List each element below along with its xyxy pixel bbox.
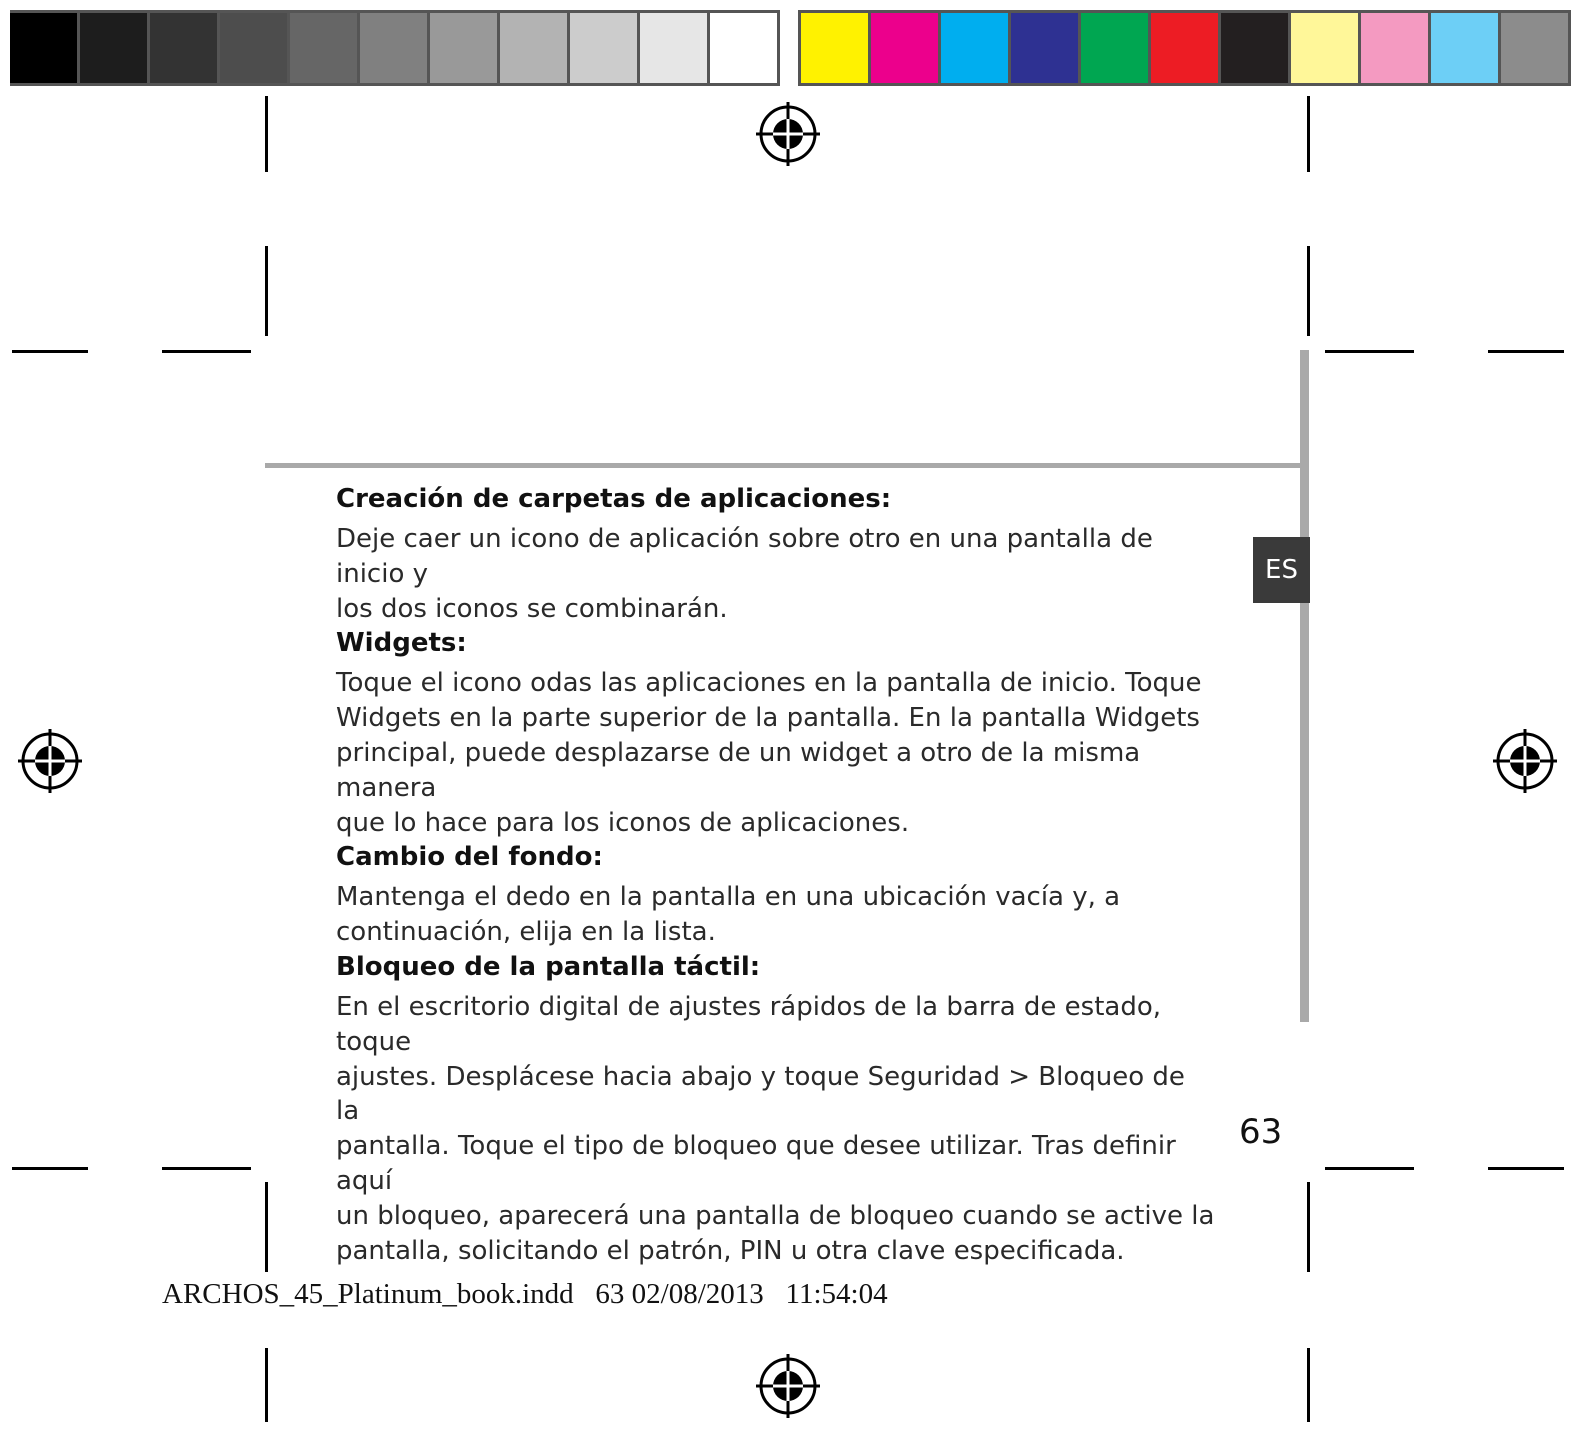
grayscale-swatch xyxy=(220,13,290,83)
grayscale-swatch xyxy=(500,13,570,83)
color-swatch xyxy=(1501,13,1568,83)
crop-mark xyxy=(1488,350,1564,353)
paragraph-line: principal, puede desplazarse de un widget a otro de la misma manera xyxy=(336,737,1141,803)
crop-mark xyxy=(162,1167,251,1170)
crop-mark xyxy=(265,246,268,336)
header-rule xyxy=(265,463,1307,468)
grayscale-swatch xyxy=(80,13,150,83)
grayscale-swatch xyxy=(290,13,360,83)
section-screen-lock xyxy=(336,950,1216,1268)
color-swatch xyxy=(1431,13,1501,83)
crop-mark xyxy=(1325,1167,1414,1170)
paragraph-line: Widgets en la parte superior de la pantalla. En la pantalla Widgets xyxy=(336,703,1200,734)
grayscale-swatch xyxy=(570,13,640,83)
page-number: 63 xyxy=(1239,1112,1283,1152)
crop-mark xyxy=(1307,246,1310,336)
crop-mark xyxy=(265,96,268,172)
color-swatch xyxy=(871,13,941,83)
paragraph-line: un bloqueo, aparecerá una pantalla de bloqueo cuando se active la xyxy=(336,1200,1215,1231)
grayscale-swatch xyxy=(150,13,220,83)
crop-mark xyxy=(162,350,251,353)
crop-mark xyxy=(1488,1167,1564,1170)
grayscale-swatch xyxy=(710,13,777,83)
section-heading: Bloqueo de la pantalla táctil: xyxy=(336,951,761,982)
grayscale-swatch xyxy=(430,13,500,83)
page-content xyxy=(336,482,1216,1268)
paragraph-line: que lo hace para los iconos de aplicaciones. xyxy=(336,807,910,838)
color-swatch xyxy=(1291,13,1361,83)
paragraph-line: Mantenga el dedo en la pantalla en una ubicación vacía y, a xyxy=(336,882,1121,913)
crop-mark xyxy=(1325,350,1414,353)
section-heading: Widgets: xyxy=(336,628,467,659)
print-slug: ARCHOS_45_Platinum_book.indd 63 02/08/2013 11:54:04 xyxy=(162,1278,888,1310)
section-widgets xyxy=(336,626,1216,840)
color-swatch xyxy=(801,13,871,83)
crop-mark xyxy=(12,350,88,353)
paragraph-line: los dos iconos se combinarán. xyxy=(336,593,728,624)
paragraph-line: ajustes. Desplácese hacia abajo y toque Seguridad > Bloqueo de la xyxy=(336,1061,1185,1127)
color-swatch xyxy=(1081,13,1151,83)
paragraph-line: En el escritorio digital de ajustes rápidos de la barra de estado, toque xyxy=(336,991,1162,1057)
grayscale-swatch xyxy=(10,13,80,83)
side-rule xyxy=(1300,350,1309,1022)
color-swatch xyxy=(1011,13,1081,83)
paragraph-line: Toque el icono odas las aplicaciones en la pantalla de inicio. Toque xyxy=(336,668,1202,699)
crop-mark xyxy=(12,1167,88,1170)
registration-mark-icon xyxy=(1493,729,1557,793)
paragraph-line: pantalla, solicitando el patrón, PIN u otra clave especificada. xyxy=(336,1235,1125,1266)
registration-mark-icon xyxy=(18,729,82,793)
color-swatch xyxy=(1221,13,1291,83)
crop-mark xyxy=(1307,1348,1310,1422)
crop-mark xyxy=(1307,1182,1310,1272)
paragraph-line: continuación, elija en la lista. xyxy=(336,917,716,948)
language-tab: ES xyxy=(1253,537,1310,603)
color-swatch xyxy=(1361,13,1431,83)
paragraph-line: Deje caer un icono de aplicación sobre otro en una pantalla de inicio y xyxy=(336,524,1153,589)
registration-mark-icon xyxy=(756,102,820,166)
crop-mark xyxy=(265,1348,268,1422)
section-heading: Cambio del fondo: xyxy=(336,842,603,873)
grayscale-swatch xyxy=(360,13,430,83)
color-swatch xyxy=(941,13,1011,83)
grayscale-calibration-bar xyxy=(10,10,780,86)
color-swatch xyxy=(1151,13,1221,83)
crop-mark xyxy=(1307,96,1310,172)
section-heading: Creación de carpetas de aplicaciones: xyxy=(336,484,892,514)
grayscale-swatch xyxy=(640,13,710,83)
crop-mark xyxy=(265,1182,268,1272)
section-wallpaper xyxy=(336,840,1216,950)
section-app-folders xyxy=(336,482,1216,626)
registration-mark-icon xyxy=(756,1354,820,1418)
paragraph-line: pantalla. Toque el tipo de bloqueo que desee utilizar. Tras definir aquí xyxy=(336,1131,1176,1196)
color-calibration-bar xyxy=(798,10,1571,86)
